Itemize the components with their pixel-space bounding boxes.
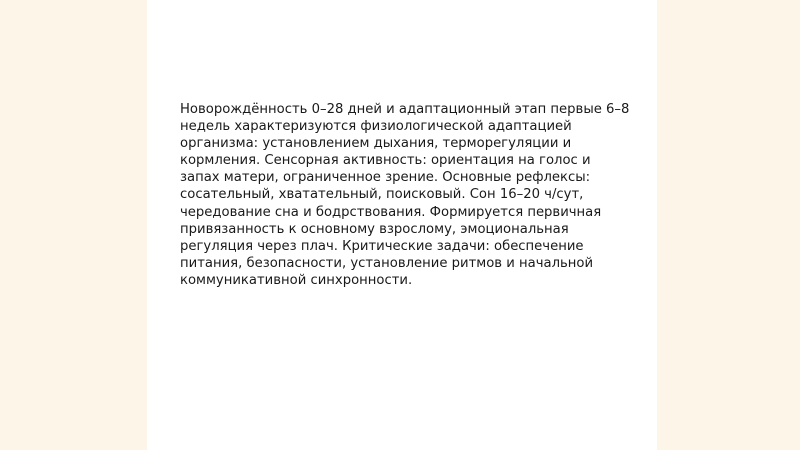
paragraph-line: привязанность к основному взрослому, эмоциональная [180, 221, 569, 237]
paragraph-line: коммуникативной синхронности. [180, 272, 413, 288]
paragraph-line: регуляция через плач. Критические задачи: обеспечение [180, 238, 584, 254]
paragraph-line: питания, безопасности, установление ритмов и начальной [180, 255, 594, 271]
paragraph-line: недель характеризуются физиологической адаптацией [180, 119, 572, 135]
paragraph-line: Новорождённость 0–28 дней и адаптационный этап первые 6–8 [180, 102, 630, 117]
paragraph-line: запах матери, ограниченное зрение. Основные рефлексы: [180, 170, 591, 186]
paragraph-line: организма: установлением дыхания, терморегуляции и [180, 136, 572, 152]
paragraph-line: сосательный, хватательный, поисковый. Сон 16–20 ч/сут, [180, 187, 584, 203]
paragraph-line: чередование сна и бодрствования. Формируется первичная [180, 204, 602, 220]
page-panel [147, 0, 657, 450]
paragraph-line: кормления. Сенсорная активность: ориентация на голос и [180, 153, 591, 169]
body-paragraph [180, 101, 630, 289]
